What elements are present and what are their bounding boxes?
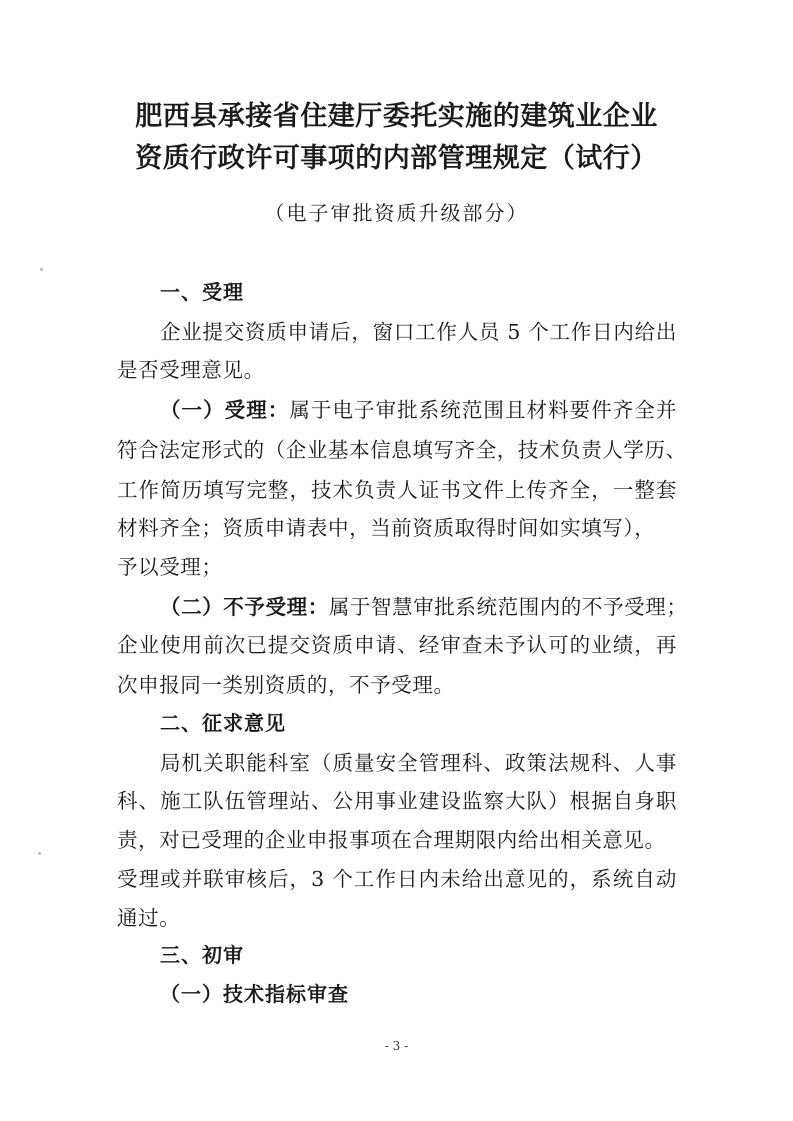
page-number: - 3 - bbox=[384, 1039, 409, 1053]
document-subtitle: （电子审批资质升级部分） bbox=[264, 201, 529, 225]
item-2-line: 企业使用前次已提交资质申请、经审查未予认可的业绩，再 bbox=[117, 633, 677, 657]
section-2-paragraph-line: 局机关职能科室（质量安全管理科、政策法规科、人事 bbox=[160, 751, 677, 775]
item-1-line: 符合法定形式的（企业基本信息填写齐全，技术负责人学历、 bbox=[117, 438, 687, 462]
item-2-label: （二）不予受理： bbox=[160, 595, 329, 619]
section-2-paragraph-line: 科、施工队伍管理站、公用事业建设监察大队）根据自身职 bbox=[117, 789, 677, 813]
item-1-line: 工作简历填写完整，技术负责人证书文件上传齐全，一整套 bbox=[117, 478, 677, 502]
section-1-paragraph-line: 是否受理意见。 bbox=[117, 358, 265, 382]
item-1-line: 予以受理； bbox=[117, 555, 223, 579]
item-2-line: 次申报同一类别资质的，不予受理。 bbox=[117, 673, 455, 697]
section-3-subheading: （一）技术指标审查 bbox=[160, 982, 349, 1006]
item-1-text: 属于电子审批系统范围且材料要件齐全并 bbox=[289, 398, 677, 422]
document-title-line-2: 资质行政许可事项的内部管理规定（试行） bbox=[135, 143, 658, 174]
scan-speck bbox=[40, 268, 43, 271]
section-2-paragraph-line: 受理或并联审核后，3 个工作日内未给出意见的，系统自动 bbox=[117, 867, 677, 891]
section-2-heading: 二、征求意见 bbox=[160, 711, 286, 735]
section-2-paragraph-line: 通过。 bbox=[117, 906, 181, 930]
scan-speck bbox=[38, 852, 41, 855]
item-2-line bbox=[160, 592, 688, 622]
item-1-line bbox=[160, 395, 677, 425]
item-1-line: 材料齐全；资质申请表中，当前资质取得时间如实填写）， bbox=[117, 516, 656, 540]
section-3-heading: 三、初审 bbox=[160, 943, 244, 967]
document-title-line-1: 肥西县承接省住建厅委托实施的建筑业企业 bbox=[135, 101, 658, 132]
section-1-heading: 一、受理 bbox=[160, 280, 244, 304]
item-2-text: 属于智慧审批系统范围内的不予受理； bbox=[328, 595, 688, 619]
section-2-paragraph-line: 责，对已受理的企业申报事项在合理期限内给出相关意见。 bbox=[117, 828, 666, 852]
item-1-label: （一）受理： bbox=[160, 398, 290, 422]
section-1-paragraph-line: 企业提交资质申请后，窗口工作人员 5 个工作日内给出 bbox=[160, 320, 677, 344]
